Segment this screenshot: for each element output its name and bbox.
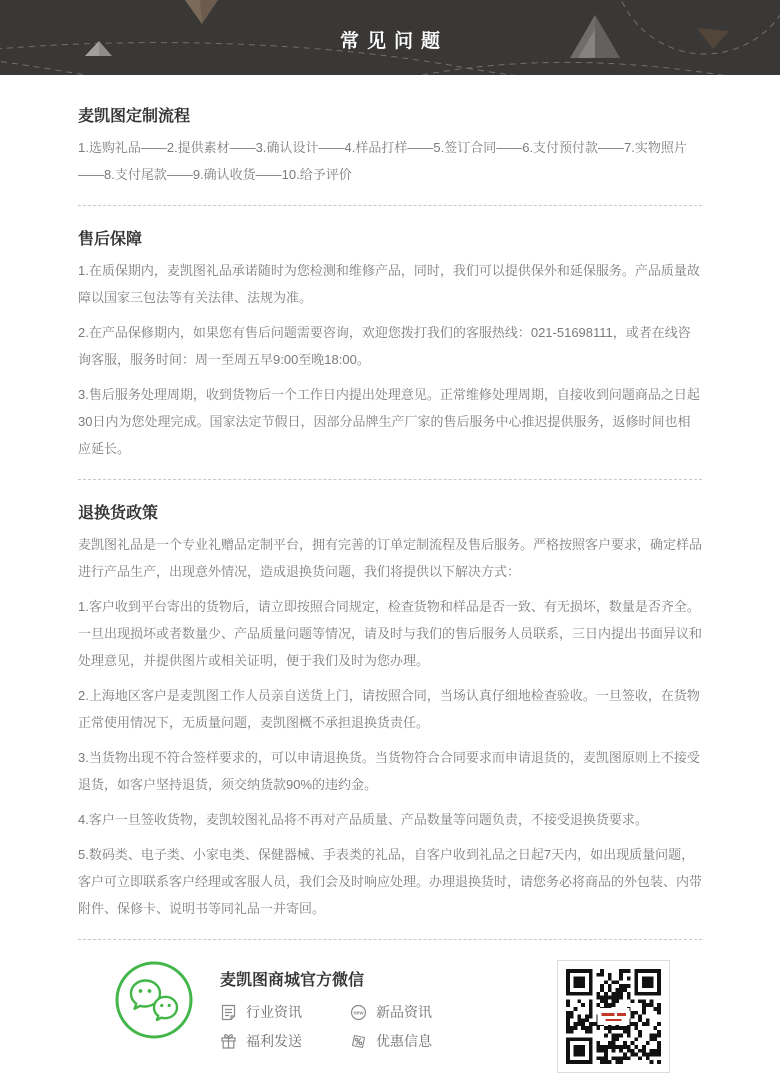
wechat-footer: [78, 960, 702, 1073]
wechat-icon: [114, 960, 194, 1040]
section-heading: 退换货政策: [78, 505, 159, 522]
svg-text:new: new: [353, 1010, 364, 1017]
page-title: 常见问题: [339, 31, 448, 52]
gift-icon: [220, 1033, 237, 1050]
dashed-divider: [78, 205, 702, 206]
feature-coupons: [350, 1031, 480, 1051]
feature-label: 优惠信息: [376, 1033, 432, 1049]
industry-news-icon: [220, 1004, 237, 1021]
section-custom-process: [78, 107, 702, 188]
paragraph: 3.当货物出现不符合签样要求的，可以申请退换货。当货物符合合同要求而申请退货的，麦凯图原则上不接受退货，如客户坚持退货，须交纳货款90%的违约金。: [78, 750, 700, 792]
dashed-divider: [78, 939, 702, 940]
paragraph: 1.在质保期内，麦凯图礼品承诺随时为您检测和维修产品，同时，我们可以提供保外和延保服务。产品质量故障以国家三包法等有关法律、法规为准。: [78, 263, 700, 305]
feature-new-arrivals: [350, 1002, 480, 1022]
paragraph: 2.上海地区客户是麦凯图工作人员亲自送货上门，请按照合同，当场认真仔细地检查验收。一旦签收，在货物正常使用情况下，无质量问题，麦凯图概不承担退换货责任。: [78, 688, 700, 730]
feature-industry-news: [220, 1002, 350, 1022]
wechat-feature-grid: [220, 1002, 480, 1051]
dashed-divider: [78, 479, 702, 480]
new-badge-icon: [350, 1004, 367, 1021]
section-after-sales: [78, 230, 702, 462]
process-steps-text: 1.选购礼品——2.提供素材——3.确认设计——4.样品打样——5.签订合同——6.支付预付款——7.实物照片——8.支付尾款——9.确认收货——10.给予评价: [78, 140, 687, 182]
paragraph: 3.售后服务处理周期，收到货物后一个工作日内提出处理意见。正常维修处理周期，自接收到问题商品之日起30日内为您处理完成。国家法定节假日，因部分品牌生产厂家的售后服务中心推迟提供服务，返修时间也相应延长。: [78, 387, 700, 456]
feature-benefits: [220, 1031, 350, 1051]
qr-code: [557, 960, 670, 1073]
wechat-account-title: 麦凯图商城官方微信: [220, 972, 365, 989]
section-heading: 售后保障: [78, 231, 143, 248]
feature-label: 行业资讯: [246, 1004, 302, 1020]
page-banner: [0, 0, 780, 75]
section-return-policy: [78, 504, 702, 922]
feature-label: 新品资讯: [376, 1004, 432, 1020]
paragraph: 麦凯图礼品是一个专业礼赠品定制平台，拥有完善的订单定制流程及售后服务。严格按照客户要求，确定样品进行产品生产，出现意外情况，造成退换货问题，我们将提供以下解决方式：: [78, 537, 703, 579]
content-area: [78, 107, 702, 1073]
paragraph: 5.数码类、电子类、小家电类、保健器械、手表类的礼品，自客户收到礼品之日起7天内，如出现质量问题，客户可立即联系客户经理或客服人员，我们会及时响应处理。办理退换货时，请您务必将商品的外包装、内带附件、保修卡、说明书等同礼品一并寄回。: [78, 847, 703, 916]
section-heading: 麦凯图定制流程: [78, 108, 191, 125]
paragraph: 2.在产品保修期内，如果您有售后问题需要咨询，欢迎您拨打我们的客服热线：021-51698111，或者在线咨询客服，服务时间：周一至周五早9:00至晚18:00。: [78, 325, 691, 367]
feature-label: 福利发送: [246, 1033, 302, 1049]
wechat-info: [220, 960, 480, 1051]
paragraph: 1.客户收到平台寄出的货物后，请立即按照合同规定，检查货物和样品是否一致、有无损坏，数量是否齐全。一旦出现损坏或者数量少、产品质量问题等情况，请及时与我们的售后服务人员联系，三日内提出书面异议和处理意见，并提供图片或相关证明，便于我们及时为您办理。: [78, 599, 703, 668]
coupon-icon: [350, 1033, 367, 1050]
paragraph: 4.客户一旦签收货物，麦凯较图礼品将不再对产品质量、产品数量等问题负责，不接受退换货要求。: [78, 812, 648, 827]
